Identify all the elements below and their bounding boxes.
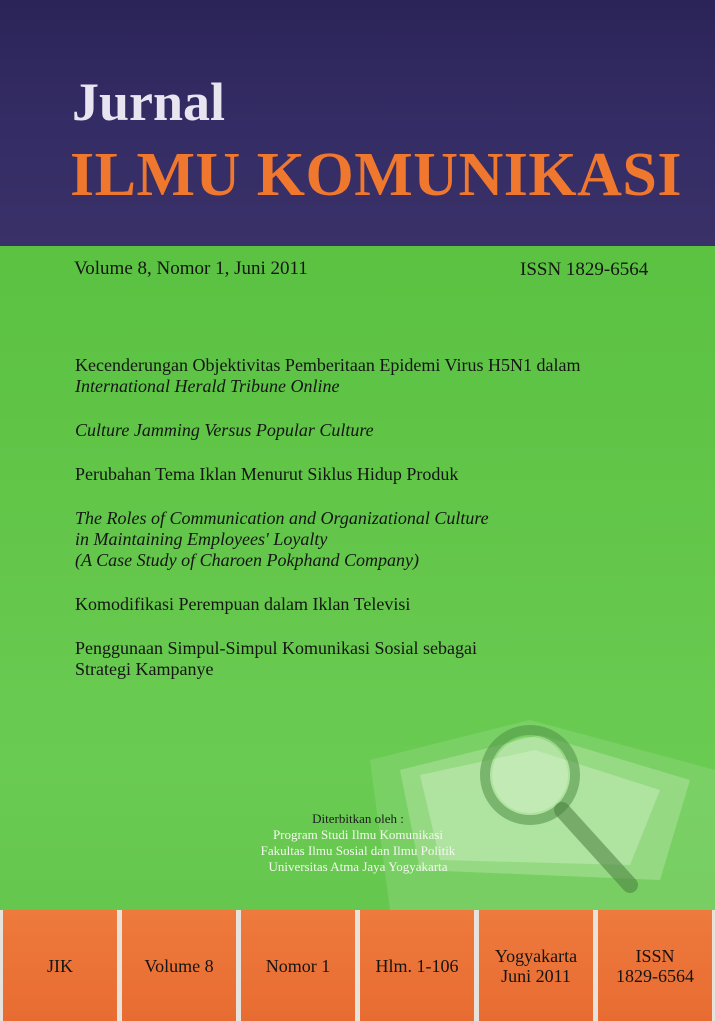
- bar-cell-volume: [122, 910, 236, 1021]
- article-title-line: The Roles of Communication and Organizational Culture: [75, 508, 489, 528]
- header-band: [0, 0, 715, 246]
- magnifier-book-decoration: [330, 700, 715, 910]
- bar-cell-pages: [360, 910, 474, 1021]
- issn-top: ISSN 1829-6564: [520, 259, 649, 280]
- bar-cell-text: Juni 2011: [501, 965, 571, 986]
- article-title-line: Kecenderungan Objektivitas Pemberitaan Epidemi Virus H5N1 dalam: [75, 355, 581, 375]
- article-title-line: Penggunaan Simpul-Simpul Komunikasi Sosial sebagai: [75, 638, 477, 658]
- article-title-line: Strategi Kampanye: [75, 659, 214, 679]
- article-title-line: International Herald Tribune Online: [75, 376, 340, 396]
- article-title-line: Komodifikasi Perempuan dalam Iklan Televisi: [75, 594, 411, 614]
- publisher-line: Universitas Atma Jaya Yogyakarta: [268, 859, 448, 874]
- article-title-line: Perubahan Tema Iklan Menurut Siklus Hidup Produk: [75, 464, 459, 484]
- bar-cell-place-date: [479, 910, 593, 1021]
- publisher-block: [180, 811, 536, 875]
- article-title: [75, 594, 675, 615]
- bar-cell-text: Yogyakarta: [494, 945, 578, 966]
- bar-cell-text: JIK: [47, 955, 73, 976]
- table-of-contents: [75, 355, 675, 703]
- publisher-line: Fakultas Ilmu Sosial dan Ilmu Politik: [260, 843, 456, 858]
- article-title-line: (A Case Study of Charoen Pokphand Company): [75, 550, 419, 570]
- article-title: [75, 508, 675, 571]
- bar-cell-text: Volume 8: [144, 955, 214, 976]
- bar-cell-issn: [598, 910, 712, 1021]
- bar-cell-number: [241, 910, 355, 1021]
- bar-cell-text: 1829-6564: [616, 965, 694, 986]
- bar-cell-text: Nomor 1: [265, 955, 331, 976]
- article-title-line: Culture Jamming Versus Popular Culture: [75, 420, 374, 440]
- publisher-line: Program Studi Ilmu Komunikasi: [272, 827, 444, 842]
- publisher-label: Diterbitkan oleh :: [312, 811, 404, 826]
- bottom-info-bar: [0, 910, 715, 1021]
- journal-title: ILMU KOMUNIKASI: [70, 141, 683, 209]
- article-title: [75, 638, 675, 680]
- journal-word: Jurnal: [72, 72, 226, 132]
- article-title: [75, 420, 675, 441]
- article-title-line: in Maintaining Employees' Loyalty: [75, 529, 328, 549]
- bar-cell-text: Hlm. 1-106: [375, 955, 459, 976]
- article-title: [75, 355, 675, 397]
- bar-cell-text: ISSN: [635, 945, 675, 966]
- bar-cell-journal: [3, 910, 117, 1021]
- issue-volume-line: Volume 8, Nomor 1, Juni 2011: [74, 258, 308, 279]
- article-title: [75, 464, 675, 485]
